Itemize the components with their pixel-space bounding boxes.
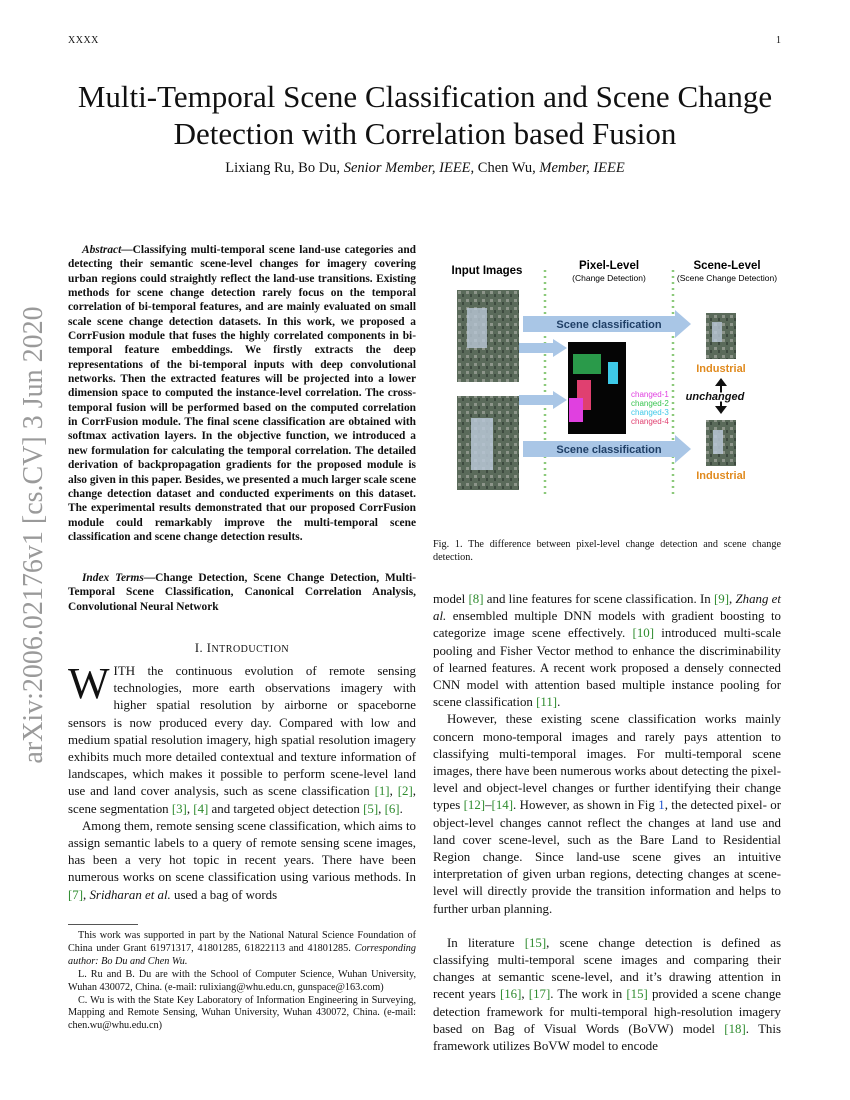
body-text: .	[557, 695, 561, 710]
citation[interactable]: [10]	[632, 626, 655, 641]
author-role-1: Senior Member, IEEE	[343, 160, 471, 176]
citation[interactable]: [14]	[491, 798, 514, 813]
section-heading	[68, 641, 416, 656]
industrial-label-top: Industrial	[696, 363, 746, 375]
col-scene-sublabel: (Scene Change Detection)	[676, 273, 778, 283]
input-image-t1	[457, 290, 519, 382]
col-input-label: Input Images	[451, 265, 523, 277]
footnote-corresponding: Corresponding author: Bo Du and Chen Wu.	[68, 942, 416, 967]
body-paragraph-1	[433, 591, 781, 711]
intro-text: used a bag of words	[170, 887, 278, 902]
scene-thumb-t2-building	[713, 430, 723, 454]
author-role-2: Member, IEEE	[539, 160, 625, 176]
body-text: . This framework utilizes BoVW model to encode	[433, 1021, 781, 1054]
change-map-region-1	[569, 398, 583, 422]
cited-author: Zhang et al.	[433, 592, 781, 624]
body-text: ,	[728, 592, 736, 606]
citation-separator: ,	[378, 801, 385, 816]
paper-title: Multi-Temporal Scene Classification and Scene Change Detection with Correlation based Fusion	[77, 79, 773, 151]
intro-paragraph-2	[68, 818, 416, 904]
citation[interactable]: [16]	[499, 987, 522, 1002]
scene-classification-top-label: Scene classification	[556, 319, 662, 331]
footnotes	[68, 930, 416, 1033]
body-text: provided a scene change detection framework for multi-temporal high-resolution imagery based on Bag of Visual Words (BoVW) model	[433, 987, 781, 1036]
citation[interactable]: [5]	[363, 801, 379, 816]
body-text: model	[433, 592, 469, 606]
footnote-rule	[68, 924, 138, 925]
body-text: In literature	[447, 935, 525, 950]
body-text: ensembled multiple DNN models with gradient boosting to categorize image scene effectively.	[433, 609, 781, 641]
citation[interactable]: [18]	[724, 1021, 746, 1036]
body-text: , the detected pixel- or object-level changes cannot reflect the changes at land use and land cover scene-level, such as the Bare Land to Residential Region change. Since land-use scene gives an intuitive interpretation of given urban regions, detecting changes at scene-level will directly provide the transition information and helps to further urban planning.	[433, 798, 781, 916]
citation[interactable]: [1]	[374, 784, 390, 799]
citation-separator: ,	[389, 784, 398, 799]
figure-caption: Fig. 1. The difference between pixel-level change detection and scene change detection.	[433, 539, 781, 563]
intro-text: Among them, remote sensing scene classification, which aims to assign semantic labels to a query of remote sensing scene images, has been a very hot topic in recent years. There have been numerous works on scene classification using various methods. In	[68, 818, 416, 885]
input-image-t1-building	[467, 308, 487, 348]
citation[interactable]: [2]	[397, 784, 413, 799]
body-text: . However, as shown in Fig	[513, 798, 659, 813]
citation[interactable]: [15]	[626, 987, 648, 1002]
body-text: , scene change detection is defined as classifying multi-temporal scene images and comparing their changes at semantic scene-level, and it’s drawing attention in recent years	[433, 935, 781, 1002]
legend-changed-2: changed-2	[631, 399, 669, 408]
intro-body	[68, 659, 416, 904]
footnote-funding	[68, 930, 416, 969]
industrial-label-bottom: Industrial	[696, 470, 746, 482]
intro-paragraph-1	[68, 659, 416, 818]
intro-text: and targeted object detection	[208, 801, 364, 816]
index-terms-text: —Change Detection, Scene Change Detection, Multi-Temporal Scene Classification, Canonical Correlation Analysis, Convolutional Neural Network	[68, 572, 416, 613]
footnote-affil-1: L. Ru and B. Du are with the School of Computer Science, Wuhan University, Wuhan 430072, China. (e-mail: rulixiang@whu.edu.cn, gunspace@163.com)	[68, 968, 416, 993]
legend-changed-1: changed-1	[631, 390, 669, 399]
index-terms	[68, 571, 416, 614]
body-paragraph-2	[433, 711, 781, 917]
citation-separator: ,	[521, 987, 529, 1002]
intro-text: .	[399, 801, 403, 816]
col-pixel-sublabel: (Change Detection)	[572, 273, 646, 283]
abstract	[68, 243, 416, 544]
cited-author: Sridharan et al.	[89, 887, 171, 902]
arrow-input-to-map-top	[519, 339, 567, 357]
body-paragraph-3	[433, 935, 781, 1055]
body-text: However, these existing scene classification works mainly concern mono-temporal images and rarely pays attention to classifying multi-temporal images. For multi-temporal scene images, there have been numerous works about detecting the pixel-level and object-level changes or further identifying their change types	[433, 712, 781, 813]
body-text: . The work in	[550, 987, 627, 1002]
citation[interactable]: [4]	[193, 801, 209, 816]
figure-1	[433, 250, 783, 520]
abstract-text: —Classifying multi-temporal scene land-use categories and detecting their semantic scene-level changes for imagery covering urban regions could straightly reflect the land-use transitions. Existing methods for scene change detection rarely focus on the temporal correlation of bi-temporal features, and are mainly evaluated on small scale scene change detection datasets. In this work, we proposed a CorrFusion module that fuses the highly correlated components in bi-temporal feature embeddings. We firstly extracts the deep representations of the bi-temporal inputs with deep convolutional networks. Then the extracted features will be projected into a lower dimension space to computed the instance-level correlation. The cross-temporal fusion will be performed based on the computed correlation in CorrFusion module. The final scene classification are obtained with softmax activation layers. In the objective function, we introduced a new formulation for calculating the temporal correlation. The detailed derivation of backpropagation gradients for the proposed module is also given in this paper. Besides, we presented a much larger scale scene change detection dataset and conducted experiments on this dataset. The experimental results demonstrated that our proposed CorrFusion module could remarkably improve the multi-temporal scene classification and scene change detection results.	[68, 244, 416, 543]
page-number: 1	[776, 35, 782, 46]
author-names-1: Lixiang Ru, Bo Du,	[225, 160, 344, 176]
dropcap: W	[68, 659, 110, 708]
unchanged-label: unchanged	[685, 391, 745, 403]
running-header: XXXX	[68, 35, 99, 46]
unchanged-arrow-head-down	[715, 406, 727, 414]
intro-text: ITH the continuous evolution of remote sensing technologies, more earth observations imagery with higher spatial resolution by airborne or spaceborne sensors is now produced every day. Compared with low and medium spatial resolution imagery, high spatial resolution imagery exhibits much more detailed contextual and texture information of landscapes, which makes it possible to perform scene-level land use and land cover analysis, such as scene classification	[68, 664, 416, 799]
legend-changed-3: changed-3	[631, 408, 669, 417]
section-number: I.	[194, 641, 207, 655]
intro-text: , scene segmentation	[68, 784, 416, 816]
change-map-region-3	[608, 362, 618, 384]
input-image-t2-building	[471, 418, 493, 470]
citation-range-dash: –	[485, 798, 492, 813]
citation[interactable]: [6]	[384, 801, 400, 816]
footnote-affil-2: C. Wu is with the State Key Laboratory of Information Engineering in Surveying, Mapping and Remote Sensing, Wuhan University, Wuhan 430072, China. (e-mail: chen.wu@whu.edu.cn)	[68, 994, 416, 1032]
citation[interactable]: [3]	[171, 801, 187, 816]
citation[interactable]: [7]	[68, 887, 84, 902]
intro-text: ,	[83, 887, 90, 902]
unchanged-arrow-head-up	[715, 378, 727, 386]
section-rest: NTRODUCTION	[211, 644, 290, 655]
body-text: and line features for scene classification. In	[483, 592, 714, 606]
arxiv-stamp	[14, 290, 54, 780]
figure-ref[interactable]: 1	[658, 798, 665, 813]
citation[interactable]: [15]	[524, 935, 547, 950]
citation[interactable]: [9]	[713, 592, 729, 606]
scene-classification-bottom-label: Scene classification	[556, 444, 662, 456]
right-column-body	[433, 591, 781, 1055]
scene-thumb-t1-building	[712, 322, 722, 342]
col-pixel-label: Pixel-Level	[578, 260, 640, 272]
author-names-2: , Chen Wu,	[470, 160, 540, 176]
author-line	[0, 160, 850, 177]
legend-changed-4: changed-4	[631, 417, 669, 426]
arrow-input-to-map-bottom	[519, 391, 567, 409]
citation[interactable]: [17]	[528, 987, 551, 1002]
citation[interactable]: [11]	[536, 695, 558, 710]
arxiv-stamp-text: arXiv:2006.02176v1 [cs.CV] 3 Jun 2020	[18, 306, 49, 764]
body-text: introduced multi-scale pooling and Fisher Vector method to enhance the discriminability of learned features. A recent work proposed a densely connected CNN model with attention based multiple instance pooling for scene classification	[433, 626, 782, 710]
change-map-region-2	[573, 354, 601, 374]
footnote-funding-text: This work was supported in part by the National Natural Science Foundation of China under Grant 61971317, 41801285, 61822113 and 41801285.	[68, 930, 416, 954]
citation-separator: ,	[186, 801, 194, 816]
section-first-letter: I	[206, 641, 212, 655]
citation[interactable]: [12]	[463, 798, 486, 813]
col-scene-label: Scene-Level	[693, 260, 761, 272]
abstract-label: Abstract	[82, 244, 122, 256]
citation[interactable]: [8]	[468, 592, 484, 606]
figure-1-diagram	[433, 250, 783, 520]
index-terms-label: Index Terms	[82, 572, 144, 584]
